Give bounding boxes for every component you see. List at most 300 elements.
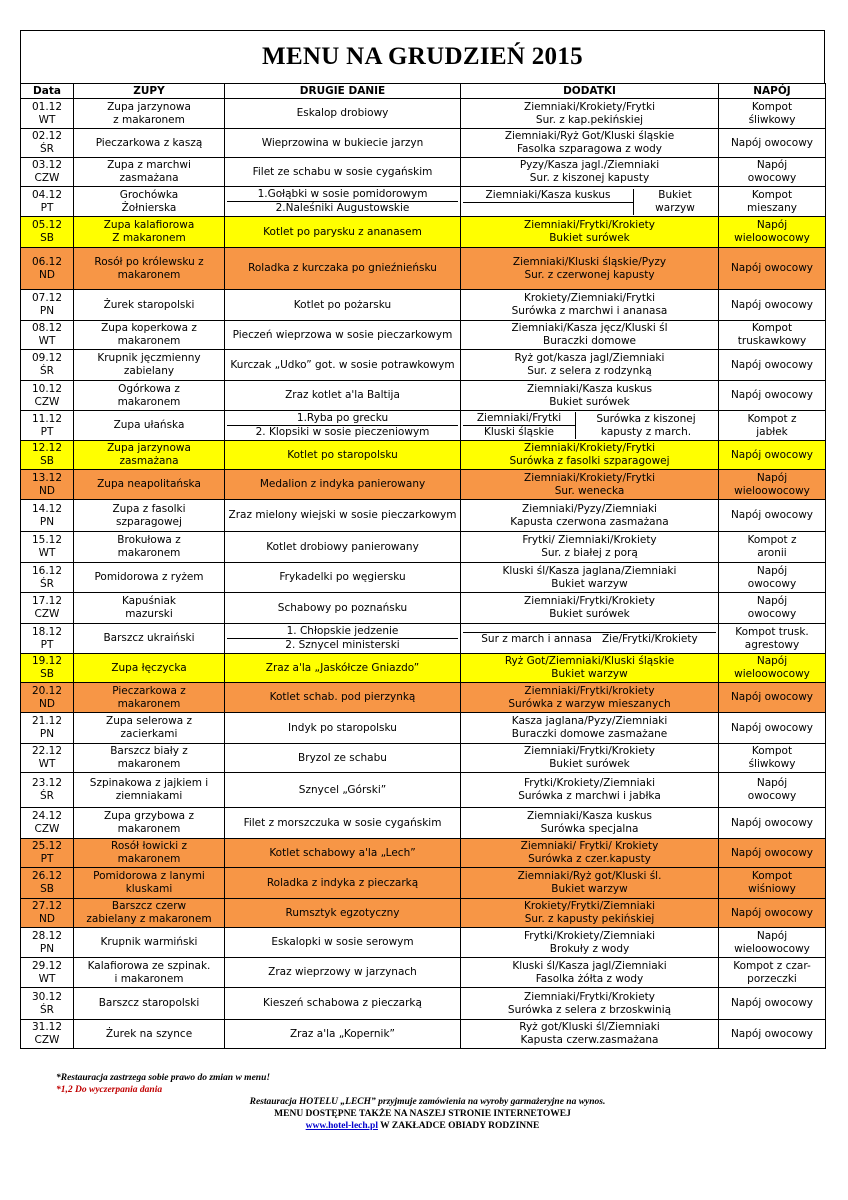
drink-line: agrestowy: [744, 638, 800, 651]
menu-document: [20, 30, 825, 1131]
drink-line: Napój owocowy: [730, 298, 814, 311]
menu-row-30: [21, 988, 826, 1020]
footer-note-orders: Restauracja HOTELU „LECH” przyjmuje zamówienia na wyroby garmażeryjne na wynos.: [249, 1097, 606, 1107]
side-line: Ryż Got/Ziemniaki/Kluski śląskie: [504, 655, 675, 667]
weekday: ŚR: [40, 365, 54, 377]
side-line: Krokiety/Ziemniaki/Frytki: [524, 292, 655, 304]
date-cell: [21, 441, 74, 470]
side-line: Ziemniaki/Pyzy/Ziemniaki: [522, 502, 657, 515]
side-line: Sur. z kap.pekińskiej: [535, 113, 644, 126]
date: 30.12: [31, 990, 63, 1003]
side-line: Frytki/ Ziemniaki/Krokiety: [522, 534, 657, 546]
soup-line: Z makaronem: [112, 232, 186, 244]
drink-line: Napój owocowy: [730, 721, 814, 734]
soup-line: Zupa grzybowa z: [104, 810, 194, 822]
soup-line: Zupa neapolitańska: [97, 478, 201, 490]
soup-line: kluskami: [125, 883, 173, 895]
soup-line: makaronem: [117, 268, 181, 281]
page-title: MENU NA GRUDZIEŃ 2015: [262, 43, 583, 70]
menu-row-25: [21, 839, 826, 868]
side-dish-cell: [461, 532, 719, 563]
date-cell: [21, 248, 74, 290]
date-cell: [21, 532, 74, 563]
date-cell: [21, 839, 74, 868]
soup-cell: [74, 290, 225, 321]
date: 04.12: [31, 188, 63, 201]
soup-cell: [74, 683, 225, 713]
drink-cell: [719, 593, 826, 624]
soup-line: Pomidorowa z lanymi: [93, 870, 205, 882]
menu-row-20: [21, 683, 826, 713]
side-dish-cell: [461, 928, 719, 958]
main-dish-cell: Kotlet po staropolsku: [225, 441, 461, 470]
drink-cell: [719, 500, 826, 532]
footer-note-website: MENU DOSTĘPNE TAKŻE NA NASZEJ STRONIE INTERNETOWEJ: [274, 1109, 571, 1119]
drink-line: Napój: [756, 159, 788, 171]
menu-row-07: [21, 290, 826, 321]
weekday: CZW: [34, 172, 60, 184]
main-dish-cell: Sznycel „Górski”: [225, 773, 461, 808]
drink-line: Napój owocowy: [730, 691, 814, 703]
drink-cell: [719, 744, 826, 773]
main-dish-cell: Zraz kotlet a'la Baltija: [225, 381, 461, 411]
drink-line: Kompot: [751, 870, 793, 882]
date: 05.12: [31, 219, 63, 231]
menu-row-10: [21, 381, 826, 411]
side-line: Ziemniaki/Frytki/Krokiety: [524, 745, 655, 757]
soup-line: Zupa ułańska: [113, 419, 185, 431]
soup-line: makaronem: [117, 335, 181, 347]
side-option-empty: [463, 202, 633, 215]
menu-row-13: [21, 470, 826, 500]
soup-line: Krupnik jęczmienny: [97, 352, 201, 364]
soup-cell: [74, 899, 225, 928]
weekday: PN: [39, 728, 55, 740]
side-line: Surówka z czer.kapusty: [528, 853, 651, 865]
soup-line: makaronem: [117, 547, 181, 559]
date: 31.12: [31, 1021, 63, 1033]
main-dish-cell: Kotlet schab. pod pierzynką: [225, 683, 461, 713]
drink-line: mieszany: [747, 201, 797, 214]
main-option-2: 2. Sznycel ministerski: [227, 638, 458, 652]
drink-line: Napój owocowy: [730, 358, 814, 371]
main-dish-cell: Pieczeń wieprzowa w sosie pieczarkowym: [225, 321, 461, 350]
weekday: CZW: [34, 608, 60, 620]
soup-cell: [74, 381, 225, 411]
side-dish-cell: [461, 839, 719, 868]
soup-line: zabielany: [123, 365, 175, 377]
main-option-2: 2.Naleśniki Augustowskie: [227, 201, 458, 215]
drink-line: jabłek: [756, 425, 788, 438]
menu-row-27: [21, 899, 826, 928]
soup-line: Zupa kalafiorowa: [103, 219, 195, 231]
main-dish-cell: Frykadelki po węgiersku: [225, 563, 461, 593]
date-cell: [21, 217, 74, 248]
main-dish-cell: Kotlet po parysku z ananasem: [225, 217, 461, 248]
soup-cell: [74, 988, 225, 1020]
table-header-row: [21, 84, 826, 99]
drink-line: Napój: [756, 219, 788, 231]
soup-cell: [74, 928, 225, 958]
side-line: Ziemniaki/Ryż got/Kluski śl.: [517, 870, 662, 882]
drink-line: wieloowocowy: [734, 942, 810, 955]
drink-cell: [719, 532, 826, 563]
main-dish-cell: Bryzol ze schabu: [225, 744, 461, 773]
weekday: CZW: [34, 395, 60, 408]
soup-line: mazurski: [125, 608, 173, 620]
side-line: Bukiet surówek: [549, 758, 630, 770]
main-dish-cell: Filet z morszczuka w sosie cygańskim: [225, 808, 461, 839]
weekday: SB: [40, 455, 54, 467]
date: 23.12: [31, 777, 63, 789]
main-dish-cell: Zraz a'la „Jaskółcze Gniazdo”: [225, 654, 461, 683]
soup-cell: [74, 808, 225, 839]
soup-line: Kapuśniak: [121, 595, 176, 607]
menu-row-24: [21, 808, 826, 839]
side-line: Bukiet warzyw: [551, 668, 628, 680]
drink-cell: [719, 470, 826, 500]
drink-line: Napój owocowy: [730, 1027, 814, 1040]
header-soup: ZUPY: [74, 84, 225, 99]
date: 28.12: [31, 929, 63, 942]
soup-line: Zupa z marchwi: [107, 159, 191, 171]
weekday: PN: [39, 515, 55, 528]
side-dish-cell: [461, 321, 719, 350]
weekday: ND: [39, 268, 55, 281]
side-dish-cell: [461, 563, 719, 593]
main-dish-cell: Roladka z kurczaka po gnieźnieńsku: [225, 248, 461, 290]
side-line: Surówka z fasolki szparagowej: [509, 455, 670, 467]
side-line: Bukiet surówek: [549, 395, 630, 408]
soup-cell: [74, 99, 225, 129]
date-cell: [21, 958, 74, 988]
date: 27.12: [31, 900, 63, 912]
main-dish-cell: [225, 187, 461, 217]
drink-cell: [719, 928, 826, 958]
header-main: DRUGIE DANIE: [225, 84, 461, 99]
soup-cell: [74, 654, 225, 683]
date-cell: [21, 470, 74, 500]
date: 08.12: [31, 322, 63, 334]
drink-cell: [719, 381, 826, 411]
weekday: WT: [38, 113, 56, 126]
date: 11.12: [31, 412, 63, 425]
side-dish-cell: [461, 958, 719, 988]
date-cell: [21, 683, 74, 713]
side-dish-cell: [461, 683, 719, 713]
date-cell: [21, 744, 74, 773]
drink-cell: [719, 99, 826, 129]
side-dish-cell: [461, 808, 719, 839]
weekday: PT: [40, 425, 54, 438]
menu-row-22: [21, 744, 826, 773]
soup-cell: [74, 470, 225, 500]
menu-row-17: [21, 593, 826, 624]
menu-row-29: [21, 958, 826, 988]
soup-cell: [74, 713, 225, 744]
weekday: ŚR: [40, 143, 54, 155]
date-cell: [21, 411, 74, 441]
date: 20.12: [31, 684, 63, 697]
side-line: Ziemniaki/Ryż Got/Kluski śląskie: [504, 130, 675, 142]
soup-line: Barszcz staropolski: [98, 997, 200, 1009]
side-line: Kluski śl/Kasza jagl/Ziemniaki: [512, 959, 667, 972]
main-dish-cell: Zraz wieprzowy w jarzynach: [225, 958, 461, 988]
drink-line: porzeczki: [747, 972, 797, 985]
side-line: Ziemniaki/Krokiety/Frytki: [524, 100, 655, 113]
date-cell: [21, 290, 74, 321]
menu-table: [20, 83, 826, 1049]
weekday: CZW: [34, 823, 60, 835]
drink-line: Kompot z: [747, 412, 797, 425]
menu-row-26: [21, 868, 826, 899]
footer: [20, 1072, 825, 1132]
side-line: Sur. z kapusty pekińskiej: [524, 913, 655, 925]
side-line: Bukiet surówek: [549, 232, 630, 244]
drink-line: Kompot: [751, 745, 793, 757]
side-line: Ziemniaki/Frytki/Krokiety: [524, 990, 655, 1003]
weekday: SB: [40, 883, 54, 895]
date-cell: [21, 321, 74, 350]
side-line: Kasza jaglana/Pyzy/Ziemniaki: [511, 715, 668, 727]
weekday: WT: [38, 758, 56, 770]
side-dish-cell: [461, 381, 719, 411]
main-dish-cell: Zraz mielony wiejski w sosie pieczarkowym: [225, 500, 461, 532]
soup-line: zasmażana: [119, 172, 179, 184]
drink-line: owocowy: [747, 608, 797, 620]
side-option-1a: Ziemniaki/Frytki: [476, 412, 562, 424]
side-line: Sur. z selera z rodzynką: [527, 365, 652, 377]
soup-line: Barszcz ukraiński: [103, 632, 195, 644]
drink-cell: [719, 290, 826, 321]
menu-row-16: [21, 563, 826, 593]
date-cell: [21, 773, 74, 808]
footer-website-line: [20, 1120, 825, 1132]
soup-line: Zupa z fasolki: [112, 502, 186, 515]
side-dish-cell: [461, 500, 719, 532]
weekday: PT: [40, 201, 54, 214]
main-dish-cell: Rumsztyk egzotyczny: [225, 899, 461, 928]
side-line: Kapusta czerw.zasmażana: [520, 1034, 659, 1046]
side-line: Ziemniaki/Frytki/Krokiety: [524, 219, 655, 231]
side-line: Fasolka szparagowa z wody: [516, 143, 662, 155]
side-dish-cell: [461, 988, 719, 1020]
drink-line: Napój: [756, 929, 788, 942]
soup-line: Ogórkowa z: [118, 382, 180, 395]
date: 01.12: [31, 100, 63, 113]
menu-row-12: [21, 441, 826, 470]
menu-row-28: [21, 928, 826, 958]
menu-row-04: [21, 187, 826, 217]
drink-line: owocowy: [747, 172, 797, 184]
date-cell: [21, 624, 74, 654]
soup-cell: [74, 411, 225, 441]
soup-cell: [74, 839, 225, 868]
soup-cell: [74, 187, 225, 217]
date: 10.12: [31, 382, 63, 395]
weekday: WT: [38, 547, 56, 559]
date-cell: [21, 808, 74, 839]
drink-line: śliwkowy: [748, 113, 796, 126]
menu-row-05: [21, 217, 826, 248]
drink-cell: [719, 958, 826, 988]
drink-line: aronii: [757, 547, 787, 559]
side-dish-cell: [461, 248, 719, 290]
drink-line: truskawkowy: [737, 335, 807, 347]
soup-line: Zupa koperkowa z: [101, 322, 197, 334]
drink-cell: [719, 321, 826, 350]
drink-line: Napój owocowy: [730, 846, 814, 859]
main-dish-cell: Eskalop drobiowy: [225, 99, 461, 129]
drink-cell: [719, 441, 826, 470]
main-dish-cell: Kotlet drobiowy panierowany: [225, 532, 461, 563]
date: 09.12: [31, 352, 63, 364]
menu-row-18: [21, 624, 826, 654]
side-line: Ziemniaki/Kasza kuskus: [527, 382, 652, 395]
date-cell: [21, 593, 74, 624]
drink-cell: [719, 713, 826, 744]
soup-cell: [74, 129, 225, 158]
drink-cell: [719, 654, 826, 683]
weekday: ŚR: [40, 1003, 54, 1016]
date-cell: [21, 868, 74, 899]
main-option-1: 1. Chłopskie jedzenie: [286, 625, 399, 637]
website-link[interactable]: www.hotel-lech.pl: [305, 1121, 378, 1131]
soup-cell: [74, 563, 225, 593]
main-dish-cell: Eskalopki w sosie serowym: [225, 928, 461, 958]
side-dish-cell: [461, 744, 719, 773]
menu-row-09: [21, 350, 826, 381]
header-drink: NAPÓJ: [719, 84, 826, 99]
menu-row-03: [21, 158, 826, 187]
side-line: Surówka z warzyw mieszanych: [508, 697, 671, 710]
weekday: ND: [39, 697, 55, 710]
side-option-2: Sur z march i annasa Zie/Frytki/Krokiety: [463, 632, 716, 646]
soup-line: ziemniakami: [115, 790, 183, 802]
side-line: Fasolka żółta z wody: [535, 972, 644, 985]
drink-line: Napój owocowy: [730, 816, 814, 829]
date-cell: [21, 187, 74, 217]
drink-line: owocowy: [747, 577, 797, 590]
drink-cell: [719, 187, 826, 217]
soup-line: Barszcz czerw: [111, 900, 187, 912]
side-line: Frytki/Krokiety/Ziemniaki: [524, 929, 655, 942]
drink-line: wiśniowy: [748, 883, 796, 895]
side-line: Ziemniaki/Frytki/krokiety: [524, 684, 655, 697]
soup-line: zabielany z makaronem: [86, 913, 212, 925]
side-dish-cell: [461, 654, 719, 683]
footer-note-availability: *1,2 Do wyczerpania dania: [56, 1085, 163, 1095]
drink-line: Napój owocowy: [730, 262, 814, 274]
side-line: Sur. wenecka: [554, 484, 625, 497]
side-line: Ziemniaki/Kasza kuskus: [527, 810, 652, 822]
date-cell: [21, 563, 74, 593]
main-dish-cell: Kieszeń schabowa z pieczarką: [225, 988, 461, 1020]
drink-line: Kompot: [751, 100, 793, 113]
menu-row-02: [21, 129, 826, 158]
soup-line: szparagowej: [116, 515, 182, 528]
date: 14.12: [31, 502, 63, 515]
side-line: Bukiet warzyw: [551, 577, 628, 590]
side-line: Frytki/Krokiety/Ziemniaki: [524, 777, 655, 789]
date-cell: [21, 500, 74, 532]
drink-cell: [719, 899, 826, 928]
side-option-2: Surówka z kiszonej kapusty z march.: [575, 412, 716, 439]
side-line: Sur. z białej z porą: [541, 547, 638, 559]
weekday: PT: [40, 853, 54, 865]
soup-line: Szpinakowa z jajkiem i: [89, 777, 209, 789]
drink-line: wieloowocowy: [734, 232, 810, 244]
menu-row-11: [21, 411, 826, 441]
drink-line: Kompot: [751, 188, 793, 201]
soup-line: Żurek na szynce: [105, 1027, 193, 1040]
drink-line: wieloowocowy: [734, 668, 810, 680]
weekday: ŚR: [40, 577, 54, 590]
main-dish-cell: Wieprzowina w bukiecie jarzyn: [225, 129, 461, 158]
menu-row-31: [21, 1020, 826, 1049]
menu-row-14: [21, 500, 826, 532]
side-line: Surówka z selera z brzoskwinią: [507, 1003, 672, 1016]
drink-cell: [719, 1020, 826, 1049]
drink-line: Napój: [756, 655, 788, 667]
side-dish-cell: [461, 158, 719, 187]
side-line: Buraczki domowe zasmażane: [511, 728, 668, 740]
drink-line: Napój owocowy: [730, 906, 814, 919]
side-dish-cell: [461, 868, 719, 899]
side-line: Ryż got/Kluski śl/Ziemniaki: [519, 1021, 660, 1033]
side-line: Pyzy/Kasza jagl./Ziemniaki: [519, 159, 660, 171]
drink-cell: [719, 411, 826, 441]
date: 19.12: [31, 655, 63, 667]
drink-line: śliwkowy: [748, 758, 796, 770]
date: 21.12: [31, 715, 63, 727]
soup-line: z makaronem: [113, 113, 185, 126]
side-dish-cell: [461, 129, 719, 158]
main-option-1: 1.Gołąbki w sosie pomidorowym: [257, 188, 428, 200]
drink-cell: [719, 988, 826, 1020]
date-cell: [21, 129, 74, 158]
weekday: PN: [39, 942, 55, 955]
soup-line: Zupa selerowa z: [106, 715, 192, 727]
side-dish-cell: [461, 1020, 719, 1049]
side-line: Ziemniaki/ Frytki/ Krokiety: [520, 840, 659, 852]
date-cell: [21, 99, 74, 129]
drink-line: Napój: [756, 595, 788, 607]
soup-line: Rosół po królewsku z: [94, 255, 204, 268]
side-line: Buraczki domowe: [542, 335, 637, 347]
side-line: Ziemniaki/Frytki/Krokiety: [524, 595, 655, 607]
soup-line: Pieczarkowa z kaszą: [95, 136, 203, 149]
date: 24.12: [31, 810, 63, 822]
date-cell: [21, 350, 74, 381]
date-cell: [21, 158, 74, 187]
drink-line: Kompot: [751, 322, 793, 334]
date-cell: [21, 928, 74, 958]
drink-cell: [719, 158, 826, 187]
drink-line: Napój: [756, 777, 788, 789]
date: 13.12: [31, 471, 63, 484]
date: 17.12: [31, 595, 63, 607]
side-line: Kluski śl/Kasza jaglana/Ziemniaki: [502, 564, 677, 577]
soup-line: zasmażana: [119, 455, 179, 467]
date: 18.12: [31, 625, 63, 638]
weekday: SB: [40, 668, 54, 680]
soup-cell: [74, 773, 225, 808]
side-line: Kapusta czerwona zasmażana: [510, 515, 669, 528]
title-box: [20, 30, 825, 84]
soup-line: zacierkami: [120, 728, 178, 740]
soup-line: Żołnierska: [121, 201, 177, 214]
